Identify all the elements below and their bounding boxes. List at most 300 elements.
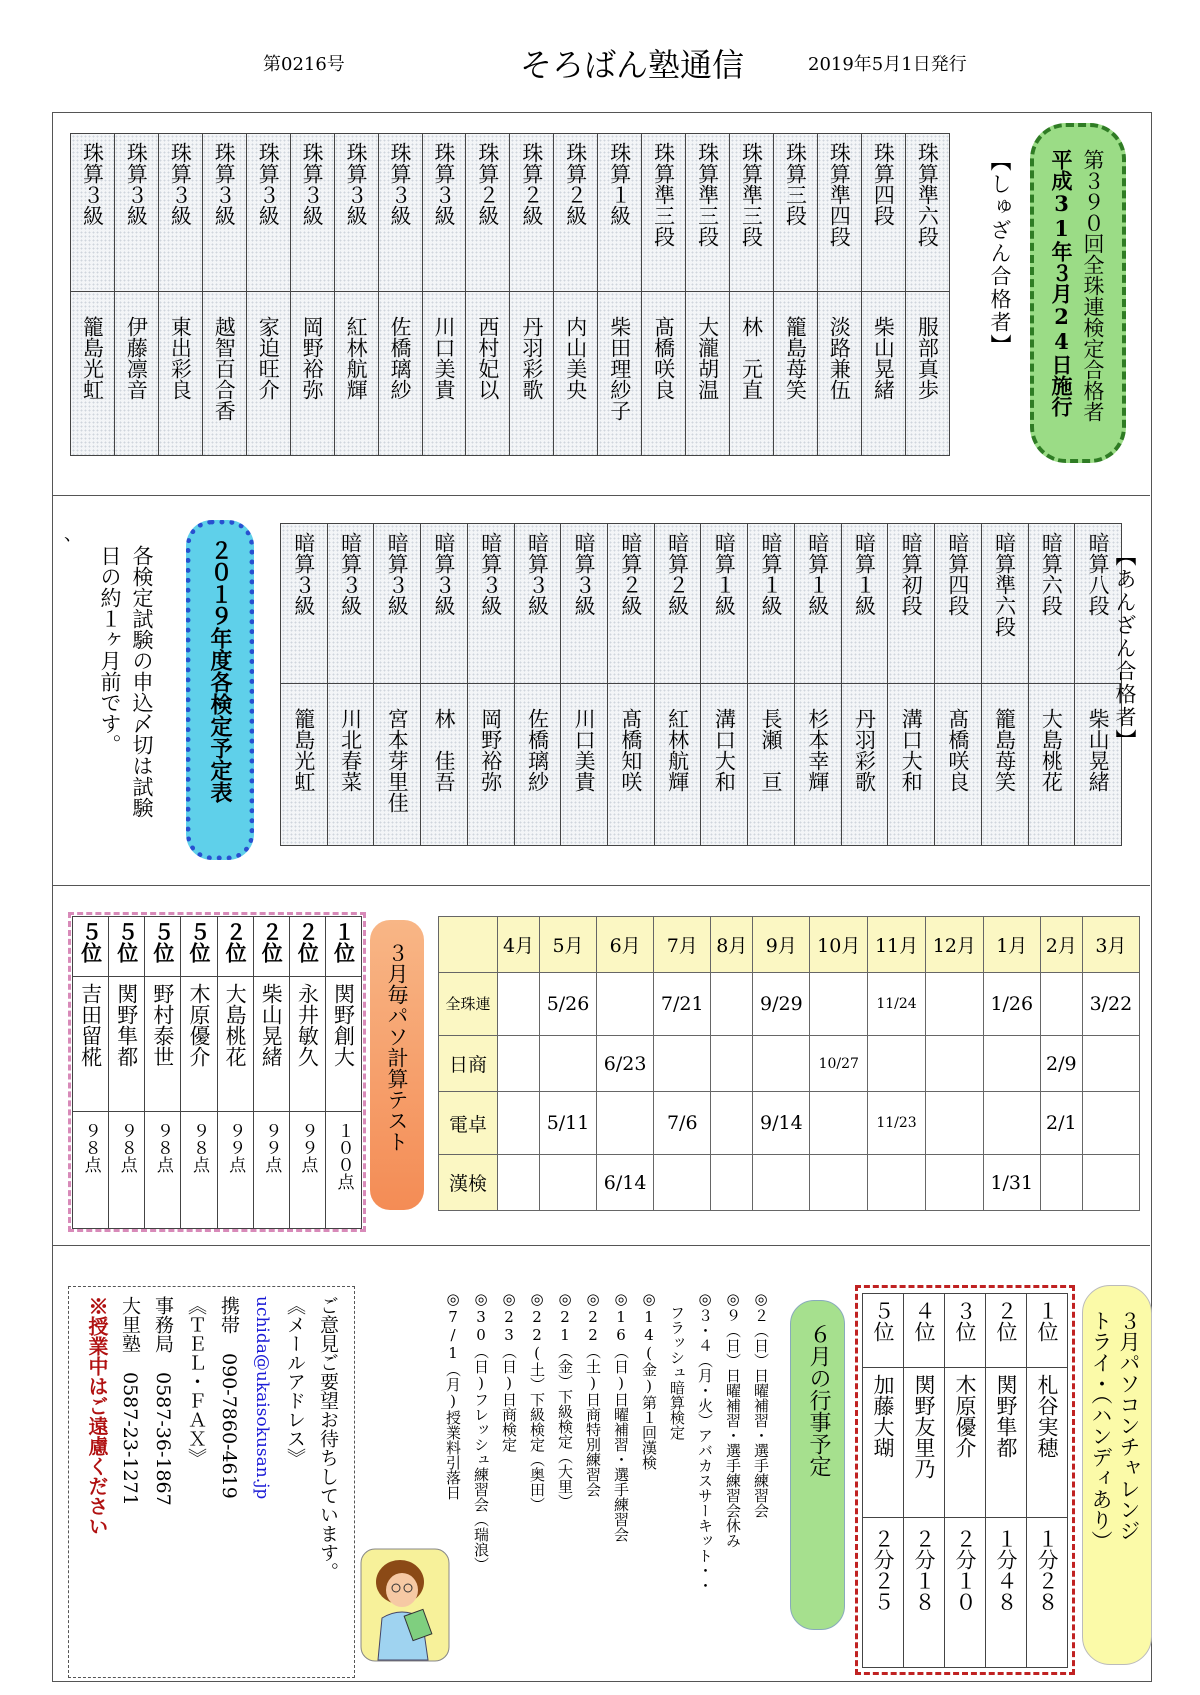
- shuzan-grade-cell: [642, 134, 686, 292]
- shuzan-name-cell: [290, 292, 334, 456]
- paso-score: ９８点: [116, 1122, 137, 1173]
- exam-schedule-table: [438, 916, 1140, 1211]
- challenge-time: ２分１０: [953, 1528, 977, 1612]
- anzan-grade: 暗算八段: [1086, 532, 1111, 616]
- paso-rank-cell: [253, 917, 289, 977]
- schedule-cell: [539, 1155, 596, 1211]
- paso-name: 柴山晃緒: [259, 983, 284, 1067]
- shuzan-name-cell: [730, 292, 774, 456]
- schedule-cell: 1/26: [983, 973, 1040, 1036]
- shuzan-grade: 珠算３級: [256, 142, 281, 226]
- anzan-grade-cell: [981, 524, 1028, 684]
- paso-name: 永井敏久: [295, 983, 320, 1067]
- challenge-table: [862, 1293, 1068, 1668]
- paso-score: ９８点: [188, 1122, 209, 1173]
- anzan-name: 丹羽彩歌: [852, 708, 877, 792]
- paso-score-cell: [109, 1112, 145, 1229]
- note-line-2: 日の約１ヶ月前です。: [98, 545, 122, 755]
- challenge-time-cell: [1027, 1518, 1068, 1668]
- teacher-illustration: [360, 1548, 450, 1662]
- anzan-grade: 暗算六段: [1039, 532, 1064, 616]
- schedule-cell: 7/6: [654, 1092, 711, 1155]
- schedule-cell: [711, 973, 753, 1036]
- anzan-name: 宮本芽里佳: [385, 708, 410, 813]
- anzan-name-cell: [561, 684, 608, 846]
- month-header: 7月: [654, 917, 711, 973]
- anzan-grade-cell: [467, 524, 514, 684]
- schedule-cell: 3/22: [1082, 973, 1139, 1036]
- schedule-cell: [753, 1036, 810, 1092]
- schedule-cell: [925, 973, 983, 1036]
- schedule-cell: [498, 973, 540, 1036]
- anzan-label: 【あんざん合格者】: [1113, 545, 1137, 752]
- shuzan-name: 柴山晃緒: [871, 316, 896, 400]
- challenge-rank: ３位: [953, 1300, 977, 1342]
- anzan-name: 溝口大和: [899, 708, 924, 792]
- face: [386, 1573, 418, 1607]
- challenge-rank-cell: [945, 1294, 986, 1368]
- anzan-grade-cell: [327, 524, 374, 684]
- anzan-name: 髙橋知咲: [618, 708, 643, 792]
- challenge-name: 関野友里乃: [912, 1374, 936, 1479]
- schedule-cell: 11/23: [868, 1092, 926, 1155]
- shuzan-grade: 珠算３級: [344, 142, 369, 226]
- shuzan-badge-date: 平成31年３月24日施行: [1049, 149, 1074, 417]
- event-item: ◎23（日)日商検定: [500, 1290, 518, 1452]
- paso-score-cell: [253, 1112, 289, 1229]
- anzan-name-cell: [608, 684, 655, 846]
- anzan-name-cell: [701, 684, 748, 846]
- shuzan-grade-cell: [202, 134, 246, 292]
- paso-rank-cell: [145, 917, 181, 977]
- issue-number: 第0216号: [263, 54, 345, 75]
- anzan-name-cell: [748, 684, 795, 846]
- paso-title-badge: [370, 920, 424, 1210]
- schedule-cell: [983, 1036, 1040, 1092]
- anzan-grade-cell: [374, 524, 421, 684]
- schedule-cell: [810, 973, 868, 1036]
- schedule-cell: 1/31: [983, 1155, 1040, 1211]
- shuzan-badge-title: 第３９０回全珠連検定合格者: [1081, 149, 1105, 422]
- shuzan-grade-cell: [334, 134, 378, 292]
- table-row: [439, 1155, 1140, 1211]
- paso-rank-cell: [109, 917, 145, 977]
- shuzan-grade: 珠算三段: [783, 142, 808, 226]
- event-item: ◎22(土）下級検定（奥田）: [528, 1290, 546, 1512]
- shuzan-name: 越智百合香: [212, 316, 237, 421]
- anzan-grade: 暗算１級: [759, 532, 784, 616]
- anzan-grade-cell: [841, 524, 888, 684]
- paso-name-cell: [73, 977, 109, 1112]
- shuzan-grade: 珠算２級: [475, 142, 500, 226]
- month-header: 5月: [539, 917, 596, 973]
- anzan-name-cell: [888, 684, 935, 846]
- paso-score-cell: [289, 1112, 325, 1229]
- shuzan-name: 服部真歩: [915, 316, 940, 400]
- shuzan-grade: 珠算準六段: [915, 142, 940, 247]
- schedule-cell: [810, 1155, 868, 1211]
- shuzan-grade: 珠算３級: [431, 142, 456, 226]
- schedule-cell: [753, 1155, 810, 1211]
- anzan-name-cell: [327, 684, 374, 846]
- anzan-grade-cell: [514, 524, 561, 684]
- anzan-grade-cell: [935, 524, 982, 684]
- anzan-name-cell: [935, 684, 982, 846]
- paso-name: 木原優介: [186, 983, 211, 1067]
- shuzan-name-cell: [817, 292, 861, 456]
- schedule-cell: [1082, 1155, 1139, 1211]
- month-header: 4月: [498, 917, 540, 973]
- event-item: ◎２（日）日曜補習・選手練習会: [752, 1290, 770, 1518]
- schedule-cell: [498, 1036, 540, 1092]
- shuzan-name: 内山美央: [563, 316, 588, 400]
- corner-cell: [439, 917, 498, 973]
- anzan-grade: 暗算２級: [618, 532, 643, 616]
- events-title-badge: [790, 1300, 845, 1630]
- month-header: 8月: [711, 917, 753, 973]
- anzan-grade-cell: [701, 524, 748, 684]
- paso-name-cell: [181, 977, 217, 1112]
- shuzan-grade: 珠算準四段: [827, 142, 852, 247]
- osato-number: 大里塾 0587-23-1271: [119, 1296, 141, 1506]
- paso-title: ３月毎パソ計算テスト: [385, 942, 409, 1152]
- schedule-cell: [654, 1036, 711, 1092]
- anzan-name-cell: [514, 684, 561, 846]
- shuzan-grade: 珠算３級: [124, 142, 149, 226]
- anzan-grade-cell: [561, 524, 608, 684]
- shuzan-name: 丹羽彩歌: [519, 316, 544, 400]
- schedule-cell: [1040, 1155, 1082, 1211]
- event-item: ◎30（日)フレッシュ練習会（瑞浪）: [472, 1290, 490, 1572]
- challenge-time: ２分１８: [912, 1528, 936, 1612]
- shuzan-name-cell: [598, 292, 642, 456]
- anzan-grade-cell: [608, 524, 655, 684]
- contact-list: [80, 1296, 344, 1676]
- anzan-name-cell: [794, 684, 841, 846]
- shuzan-grade: 珠算準三段: [739, 142, 764, 247]
- challenge-title-2: トライ・（ハンディあり）: [1089, 1310, 1113, 1552]
- anzan-name-cell: [654, 684, 701, 846]
- paso-name: 関野隼都: [114, 983, 139, 1067]
- challenge-rank-cell: [904, 1294, 945, 1368]
- paso-score-cell: [73, 1112, 109, 1229]
- schedule-cell: 11/24: [868, 973, 926, 1036]
- schedule-cell: [498, 1092, 540, 1155]
- challenge-rank-cell: [986, 1294, 1027, 1368]
- anzan-grade: 暗算３級: [291, 532, 316, 616]
- shuzan-grade: 珠算３級: [300, 142, 325, 226]
- anzan-grade: 暗算１級: [852, 532, 877, 616]
- schedule-cell: 2/9: [1040, 1036, 1082, 1092]
- shuzan-grade: 珠算四段: [871, 142, 896, 226]
- anzan-name: 溝口大和: [712, 708, 737, 792]
- shuzan-name: 伊藤凛音: [124, 316, 149, 400]
- anzan-grade-cell: [1028, 524, 1075, 684]
- note-line-1: 各検定試験の申込〆切は試験: [130, 545, 154, 818]
- paso-name: 大島桃花: [223, 983, 248, 1067]
- shuzan-name: 籠島光虹: [80, 316, 105, 400]
- anzan-grade: 暗算３級: [385, 532, 410, 616]
- anzan-name: 川口美貴: [572, 708, 597, 792]
- paso-score-cell: [217, 1112, 253, 1229]
- month-header: 1月: [983, 917, 1040, 973]
- schedule-badge: [186, 520, 254, 860]
- month-header: 6月: [597, 917, 654, 973]
- mobile-number: 携帯 090-7860-4619: [218, 1296, 240, 1499]
- shuzan-name: 髙橋咲良: [651, 316, 676, 400]
- paso-name: 関野創大: [331, 983, 356, 1067]
- anzan-grade-cell: [748, 524, 795, 684]
- month-header: 12月: [925, 917, 983, 973]
- schedule-cell: [1040, 973, 1082, 1036]
- anzan-grade: 暗算３級: [338, 532, 363, 616]
- event-item: ◎９（日）日曜補習・選手練習会休み: [724, 1290, 742, 1548]
- challenge-rank-cell: [863, 1294, 904, 1368]
- paso-rank: ５位: [150, 921, 176, 963]
- schedule-cell: 9/14: [753, 1092, 810, 1155]
- shuzan-grade-cell: [290, 134, 334, 292]
- schedule-cell: [1082, 1036, 1139, 1092]
- paso-score-cell: [325, 1112, 361, 1229]
- shuzan-grade-cell: [114, 134, 158, 292]
- paso-rank: ５位: [186, 921, 212, 963]
- anzan-grade: 暗算四段: [945, 532, 970, 616]
- event-item: ◎7/1（月)授業料引落日: [444, 1290, 462, 1500]
- event-item: ◎14(金)第１回漢検: [640, 1290, 658, 1470]
- schedule-cell: 5/11: [539, 1092, 596, 1155]
- shuzan-name-cell: [158, 292, 202, 456]
- anzan-grade-cell: [888, 524, 935, 684]
- schedule-cell: [597, 1092, 654, 1155]
- shuzan-grade-cell: [71, 134, 115, 292]
- anzan-name: 髙橋咲良: [945, 708, 970, 792]
- anzan-name: 長瀬 亘: [759, 708, 784, 792]
- shuzan-name-cell: [71, 292, 115, 456]
- anzan-name: 川北春菜: [338, 708, 363, 792]
- telfax-heading: 《ＴＥＬ・ＦＡＸ》: [185, 1296, 207, 1467]
- paso-rank: ２位: [259, 921, 285, 963]
- shuzan-grade-cell: [817, 134, 861, 292]
- challenge-time-cell: [904, 1518, 945, 1668]
- shuzan-name-cell: [774, 292, 818, 456]
- shuzan-grade: 珠算準三段: [651, 142, 676, 247]
- shuzan-name-cell: [246, 292, 290, 456]
- paso-rank: ５位: [114, 921, 140, 963]
- challenge-time-cell: [863, 1518, 904, 1668]
- events-list: [439, 1290, 775, 1670]
- schedule-badge-title: ２０１９年度各検定予定表: [207, 539, 233, 803]
- paso-name-cell: [145, 977, 181, 1112]
- anzan-name: 大島桃花: [1039, 708, 1064, 792]
- schedule-cell: 10/27: [810, 1036, 868, 1092]
- anzan-grade-cell: [281, 524, 328, 684]
- challenge-name-cell: [1027, 1368, 1068, 1518]
- shuzan-name-cell: [905, 292, 949, 456]
- challenge-rank-cell: [1027, 1294, 1068, 1368]
- shuzan-name: 川口美貴: [431, 316, 456, 400]
- challenge-name-cell: [904, 1368, 945, 1518]
- shuzan-grade: 珠算３級: [168, 142, 193, 226]
- challenge-time: １分４８: [994, 1528, 1018, 1612]
- paso-rank: １位: [331, 921, 357, 963]
- events-title: ６月の行事予定: [806, 1323, 831, 1477]
- challenge-name-cell: [986, 1368, 1027, 1518]
- event-item: ◎３・４（月・火）アバカスサーキット・・: [696, 1290, 714, 1593]
- shuzan-name-cell: [642, 292, 686, 456]
- anzan-grade-cell: [794, 524, 841, 684]
- anzan-name: 籠島苺笑: [992, 708, 1017, 792]
- paso-rank-cell: [217, 917, 253, 977]
- shuzan-grade-cell: [246, 134, 290, 292]
- anzan-grade: 暗算３級: [572, 532, 597, 616]
- shuzan-name: 佐橋璃紗: [388, 316, 413, 400]
- challenge-time: １分２８: [1035, 1528, 1059, 1612]
- anzan-name: 籠島光虹: [291, 708, 316, 792]
- shuzan-grade-cell: [378, 134, 422, 292]
- month-header: 3月: [1082, 917, 1139, 973]
- paso-score: ９８点: [80, 1122, 101, 1173]
- month-header: 9月: [753, 917, 810, 973]
- challenge-rank: ５位: [871, 1300, 895, 1342]
- paso-rank-cell: [325, 917, 361, 977]
- contact-message: ご意見ご要望お待ちしています。: [317, 1296, 339, 1581]
- schedule-cell: [1082, 1092, 1139, 1155]
- anzan-grade: 暗算初段: [899, 532, 924, 616]
- shuzan-grade-cell: [774, 134, 818, 292]
- divider: [52, 495, 1150, 496]
- paso-table: [72, 916, 362, 1229]
- anzan-name: 岡野裕弥: [478, 708, 503, 792]
- shuzan-name-cell: [114, 292, 158, 456]
- table-row: [439, 1092, 1140, 1155]
- shuzan-name: 西村妃以: [475, 316, 500, 400]
- shuzan-name: 東出彩良: [168, 316, 193, 400]
- shuzan-name-cell: [554, 292, 598, 456]
- event-item: ◎16（日)日曜補習・選手練習会: [612, 1290, 630, 1542]
- paso-rank-cell: [181, 917, 217, 977]
- schedule-cell: [925, 1036, 983, 1092]
- anzan-grade: 暗算３級: [432, 532, 457, 616]
- shuzan-grade: 珠算３級: [80, 142, 105, 226]
- shuzan-grade: 珠算３級: [388, 142, 413, 226]
- shuzan-grade-cell: [686, 134, 730, 292]
- schedule-cell: [711, 1036, 753, 1092]
- table-row: [439, 1036, 1140, 1092]
- issue-date: 2019年5月1日発行: [808, 54, 967, 75]
- challenge-name: 関野隼都: [994, 1374, 1018, 1458]
- anzan-grade: 暗算１級: [712, 532, 737, 616]
- challenge-time-cell: [945, 1518, 986, 1668]
- paso-rank: ２位: [295, 921, 321, 963]
- shuzan-name: 大瀧胡温: [695, 316, 720, 400]
- schedule-cell: [925, 1155, 983, 1211]
- paso-rank: ２位: [223, 921, 249, 963]
- schedule-cell: [654, 1155, 711, 1211]
- challenge-rank: １位: [1035, 1300, 1059, 1342]
- paso-score: ９９点: [261, 1122, 282, 1173]
- page-title: そろばん塾通信: [520, 46, 745, 84]
- anzan-grade: 暗算準六段: [992, 532, 1017, 637]
- no-calls-warning: ※授業中はご遠慮ください: [85, 1296, 109, 1536]
- schedule-cell: [810, 1092, 868, 1155]
- paso-score-cell: [145, 1112, 181, 1229]
- paso-name-cell: [109, 977, 145, 1112]
- anzan-name: 柴山晃緒: [1086, 708, 1111, 792]
- shuzan-grade: 珠算２級: [519, 142, 544, 226]
- month-header: 10月: [810, 917, 868, 973]
- paso-name-cell: [289, 977, 325, 1112]
- schedule-cell: [983, 1092, 1040, 1155]
- shuzan-name: 家迫旺介: [256, 316, 281, 400]
- paso-name-cell: [253, 977, 289, 1112]
- schedule-cell: [868, 1036, 926, 1092]
- shuzan-name-cell: [202, 292, 246, 456]
- paso-name-cell: [325, 977, 361, 1112]
- email-address[interactable]: uchida@ukaisokusan.jp: [252, 1296, 272, 1500]
- paso-score-cell: [181, 1112, 217, 1229]
- month-header: 11月: [868, 917, 926, 973]
- shuzan-name-cell: [510, 292, 554, 456]
- divider: [52, 885, 1150, 886]
- schedule-cell: [711, 1155, 753, 1211]
- shuzan-name: 岡野裕弥: [300, 316, 325, 400]
- event-item: フラッシュ暗算検定: [668, 1290, 686, 1440]
- shuzan-name-cell: [861, 292, 905, 456]
- schedule-cell: 7/21: [654, 973, 711, 1036]
- shuzan-grade: 珠算１級: [607, 142, 632, 226]
- shuzan-grade-cell: [905, 134, 949, 292]
- divider: [52, 1245, 1150, 1246]
- challenge-name: 加藤大瑚: [871, 1374, 895, 1458]
- row-label: 漢検: [439, 1155, 498, 1211]
- shuzan-name-cell: [378, 292, 422, 456]
- table-row: [439, 973, 1140, 1036]
- anzan-grade: 暗算２級: [665, 532, 690, 616]
- shuzan-name-cell: [686, 292, 730, 456]
- shuzan-name-cell: [334, 292, 378, 456]
- paso-rank-cell: [289, 917, 325, 977]
- anzan-grade-cell: [654, 524, 701, 684]
- paso-name: 野村泰世: [150, 983, 175, 1067]
- mail-heading: 《メールアドレス》: [284, 1296, 306, 1467]
- shuzan-name: 柴田理紗子: [607, 316, 632, 421]
- anzan-name-cell: [281, 684, 328, 846]
- anzan-name-cell: [841, 684, 888, 846]
- shuzan-grade-cell: [598, 134, 642, 292]
- shuzan-name: 籠島苺笑: [783, 316, 808, 400]
- shuzan-grade-cell: [422, 134, 466, 292]
- challenge-title-badge: [1082, 1285, 1152, 1665]
- challenge-time: ２分２５: [871, 1528, 895, 1612]
- anzan-name-cell: [981, 684, 1028, 846]
- anzan-name-cell: [374, 684, 421, 846]
- paso-rank-cell: [73, 917, 109, 977]
- shuzan-grade: 珠算２級: [563, 142, 588, 226]
- shuzan-name: 林 元直: [739, 316, 764, 400]
- shuzan-name-cell: [422, 292, 466, 456]
- event-item: ◎22（土)日商特別練習会: [584, 1290, 602, 1497]
- paso-rank: ５位: [78, 921, 104, 963]
- shuzan-grade-cell: [510, 134, 554, 292]
- challenge-name: 札谷実穂: [1035, 1374, 1059, 1458]
- shuzan-grade-cell: [730, 134, 774, 292]
- paso-score: ９９点: [225, 1122, 246, 1173]
- shuzan-badge: [1030, 123, 1126, 463]
- shuzan-grade: 珠算準三段: [695, 142, 720, 247]
- anzan-name: 林 佳吾: [432, 708, 457, 792]
- anzan-grade: 暗算１級: [805, 532, 830, 616]
- schedule-cell: [597, 973, 654, 1036]
